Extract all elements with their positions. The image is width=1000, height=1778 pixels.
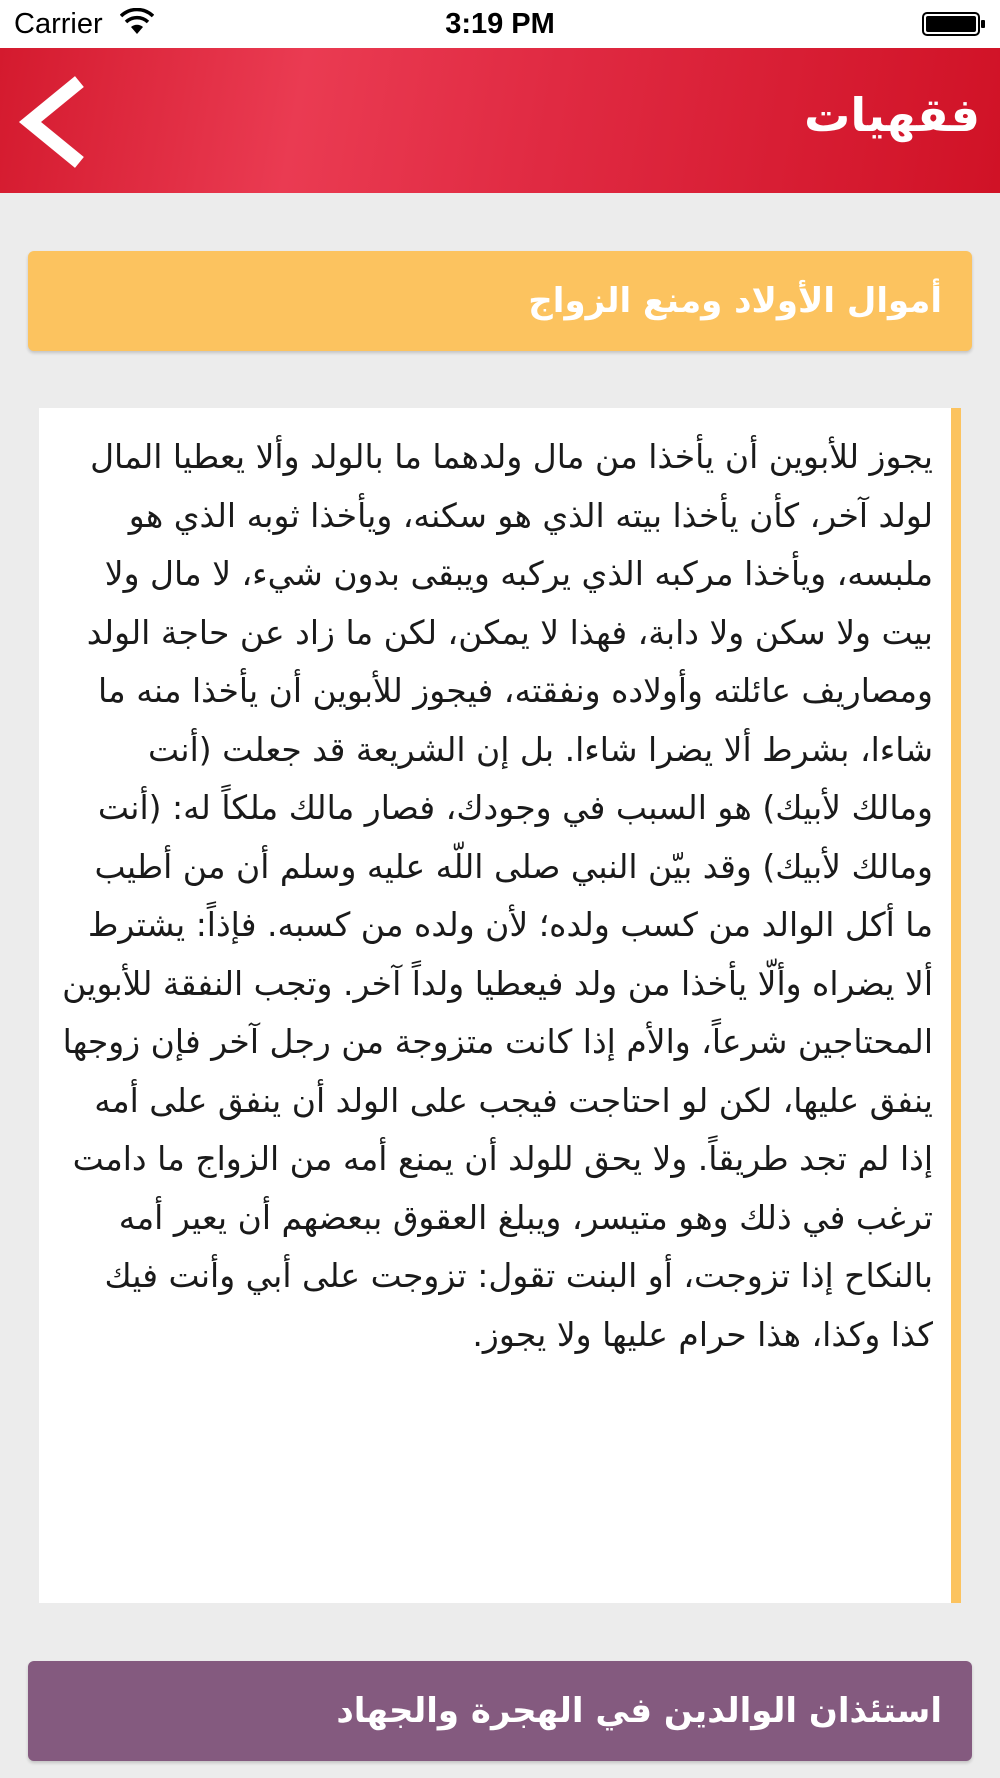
chevron-left-icon <box>12 76 96 168</box>
section-header-parents-permission[interactable] <box>28 1661 972 1761</box>
status-time: 3:19 PM <box>445 8 555 40</box>
navigation-bar <box>0 48 1000 193</box>
carrier-label: Carrier <box>14 8 103 40</box>
section-content-card <box>39 408 961 1603</box>
section-header-children-wealth[interactable] <box>28 251 972 351</box>
battery-icon <box>922 12 986 36</box>
section-title: أموال الأولاد ومنع الزواج <box>528 281 942 321</box>
status-bar <box>0 0 1000 48</box>
section-title: استئذان الوالدين في الهجرة والجهاد <box>336 1691 942 1731</box>
page-title: فقهيات <box>804 88 980 142</box>
back-button[interactable] <box>12 76 96 168</box>
section-body-text: يجوز للأبوين أن يأخذا من مال ولدهما ما بالولد وألا يعطيا المال لولد آخر، كأن يأخذا بيته الذي هو سكنه، ويأخذا ثوبه الذي هو ملبسه، ويأخذا مركبه الذي يركبه ويبقى بدون شيء، لا مال ولا بيت ولا سكن ولا دابة، فهذا لا يمكن، لكن ما زاد عن حاجة الولد ومصاريف عائلته وأولاده ونفقته، فيجوز للأبوين أن يأخذا منه ما شاءا، بشرط ألا يضرا شاءا. بل إن الشريعة قد جعلت (أنت ومالك لأبيك) هو السبب في وجودك، فصار مالك ملكاً له: (أنت ومالك لأبيك) وقد بيّن النبي صلى اللّه عليه وسلم أن من أطيب ما أكل الوالد من كسب ولده؛ لأن ولده من كسبه. فإذاً: يشترط ألا يضراه وألّا يأخذا من ولد فيعطيا ولداً آخر. وتجب النفقة للأبوين المحتاجين شرعاً، والأم إذا كانت متزوجة من رجل آخر فإن زوجها ينفق عليها، لكن لو احتاجت فيجب على الولد أن ينفق على أمه إذا لم تجد طريقاً. ولا يحق للولد أن يمنع أمه من الزواج ما دامت ترغب في ذلك وهو متيسر، ويبلغ العقوق ببعضهم أن يعير أمه بالنكاح إذا تزوجت، أو البنت تقول: تزوجت على أبي وأنت فيك كذا وكذا، هذا حرام عليها ولا يجوز. <box>62 437 933 1354</box>
